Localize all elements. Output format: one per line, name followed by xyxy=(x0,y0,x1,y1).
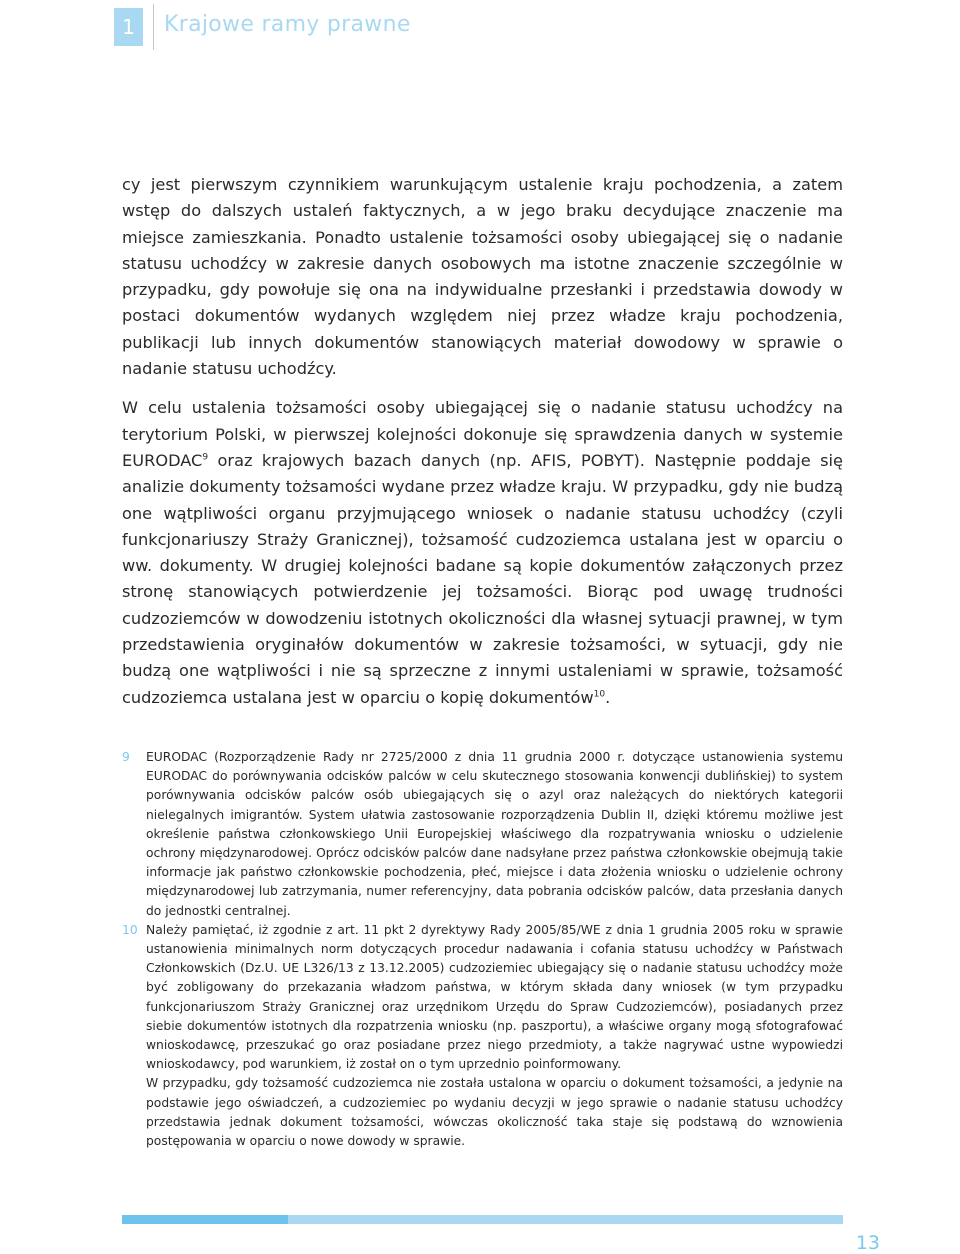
header-divider xyxy=(153,4,154,50)
footnote-ref-9[interactable]: 9 xyxy=(202,452,209,463)
paragraph-2-part-b: oraz krajowych bazach danych (np. AFIS, POBYT). Następnie poddaje się analizie dokumenty tożsamości wydane przez władze kraju. W przypadku, gdy nie budzą one wątpliwości organu przyjmującego wniosek o nadanie statusu uchodźcy (czyli funkcjonariuszy Straży Granicznej), tożsamość cudzoziemca ustalana jest w oparciu o ww. dokumenty. W drugiej kolejności badane są kopie dokumentów załączonych przez stronę stanowiących potwierdzenie jej tożsamości. Biorąc pod uwagę trudności cudzoziemców w dowodzeniu istotnych okoliczności dla własnej sytuacji prawnej, w tym przedstawienia oryginałów dokumentów w zakresie tożsamości, w sytuacji, gdy nie budzą one wątpliwości i nie są sprzeczne z innymi ustaleniami w sprawie, tożsamość cudzoziemca ustalana jest w oparciu o kopię dokumentów xyxy=(122,450,843,707)
footnote-ref-10[interactable]: 10 xyxy=(593,689,606,700)
paragraph-2-part-a: W celu ustalenia tożsamości osoby ubiegającej się o nadanie statusu uchodźcy na terytorium Polski, w pierwszej kolejności dokonuje się sprawdzenia danych w systemie EURODAC xyxy=(122,398,843,470)
paragraph-2 xyxy=(122,395,843,711)
footer-bar-light xyxy=(288,1215,843,1224)
chapter-title: Krajowe ramy prawne xyxy=(164,12,411,37)
footnote-9 xyxy=(122,748,843,921)
paragraph-1: cy jest pierwszym czynnikiem warunkującym ustalenie kraju pochodzenia, a zatem wstęp do dalszych ustaleń faktycznych, a w jego braku decydujące znaczenie ma miejsce zamieszkania. Ponadto ustalenie tożsamości osoby ubiegającej się o nadanie statusu uchodźcy w zakresie danych osobowych ma istotne znaczenie szczególnie w przypadku, gdy powołuje się ona na indywidualne przesłanki i przedstawia dowody w postaci dokumentów wydanych względem niej przez władze kraju pochodzenia, publikacji lub innych dokumentów stanowiących materiał dowodowy w sprawie o nadanie statusu uchodźcy. xyxy=(122,175,843,379)
paragraph-2-end: . xyxy=(605,687,611,707)
footnote-number: 10 xyxy=(122,922,138,937)
footnotes xyxy=(122,748,843,1151)
chapter-number-badge: 1 xyxy=(114,8,143,46)
page-number: 13 xyxy=(855,1232,880,1254)
footnote-number: 9 xyxy=(122,750,130,764)
footer-bar-dark xyxy=(122,1215,288,1224)
body-text xyxy=(122,172,843,711)
footnote-text: Należy pamiętać, iż zgodnie z art. 11 pkt 2 dyrektywy Rady 2005/85/WE z dnia 1 grudnia 2005 roku w sprawie ustanowienia minimalnych norm dotyczących procedur nadawania i cofania statusu uchodźcy w Państwach Członkowskich (Dz.U. UE L326/13 z 13.12.2005) cudzoziemiec ubiegający się o nadanie statusu uchodźcy może być zobligowany do przekazania władzom państwa, w którym składa dany wniosek (w tym przypadku funkcjonariuszom Straży Granicznej oraz urzędnikom Urzędu do Spraw Cudzoziemców), posiadanych przez siebie dokumentów istotnych dla rozpatrzenia wniosku (np. paszportu), a właściwe organy mogą sfotografować wnioskodawcę, przeszukać go oraz posiadane przez niego przedmioty, a także nagrywać ustne wypowiedzi wnioskodawcy, pod warunkiem, iż został on o tym uprzednio poinformowany. xyxy=(146,922,843,1072)
footnote-text: EURODAC (Rozporządzenie Rady nr 2725/2000 z dnia 11 grudnia 2000 r. dotyczące ustanowienia systemu EURODAC do porównywania odcisków palców w celu skutecznego stosowania konwencji dublińskiej) to system porównywania odcisków palców osób ubiegających się o azyl oraz należących do niektórych kategorii nielegalnych imigrantów. System ułatwia zastosowanie rozporządzenia Dublin II, dzięki któremu możliwe jest określenie państwa członkowskiego Unii Europejskiej właściwego dla rozpatrywania wniosku o udzielenie ochrony międzynarodowej. Oprócz odcisków palców dane nadsyłane przez państwa członkowskie obejmują takie informacje jak państwo członkowskie pochodzenia, płeć, miejsce i data złożenia wniosku o udzielenie ochrony międzynarodowej lub zatrzymania, numer referencyjny, data pobrania odcisków palców, data przesłania danych do jednostki centralnej. xyxy=(146,750,843,918)
footnote-10 xyxy=(122,921,843,1151)
footnote-continuation: W przypadku, gdy tożsamość cudzoziemca nie została ustalona w oparciu o dokument tożsamości, a jedynie na podstawie jego oświadczeń, a cudzoziemiec po wydaniu decyzji w jego sprawie o nadanie statusu uchodźcy przedstawia jednak dokument tożsamości, wówczas okoliczność taka staje się podstawą do wznowienia postępowania w oparciu o nowe dowody w sprawie. xyxy=(146,1076,843,1149)
